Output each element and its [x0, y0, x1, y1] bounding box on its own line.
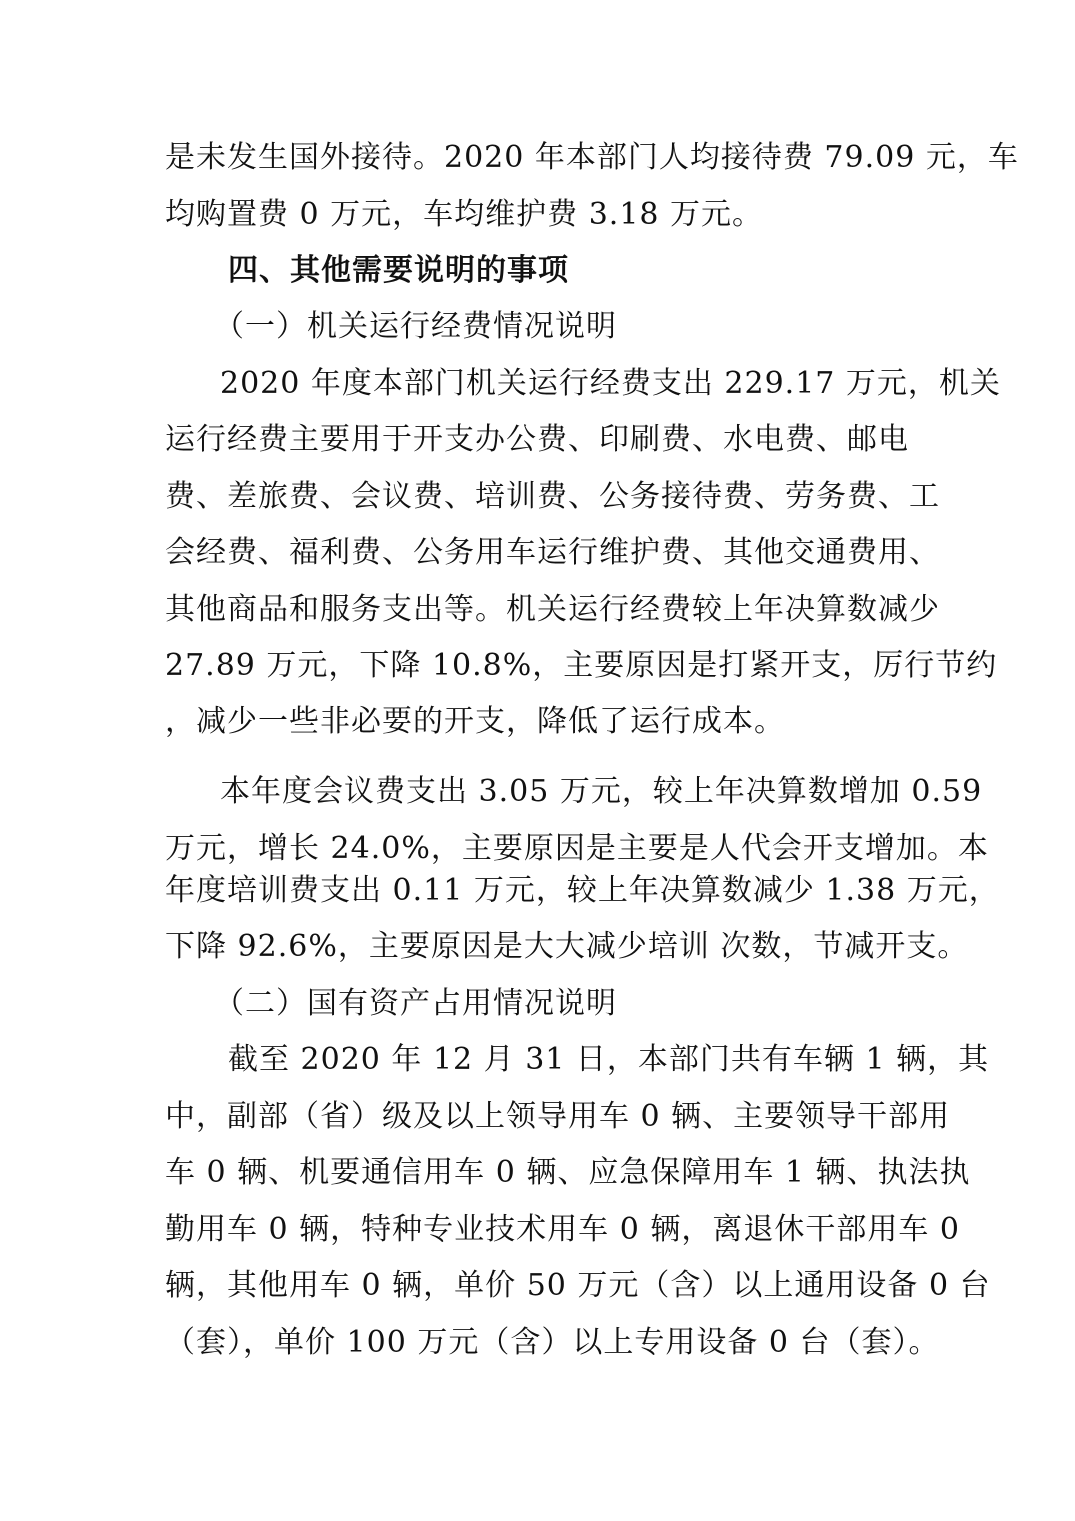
- paragraph-line: 下降 92.6%，主要原因是大大减少培训 次数，节减开支。: [165, 929, 969, 964]
- paragraph-line: 截至 2020 年 12 月 31 日，本部门共有车辆 1 辆，其: [228, 1042, 990, 1077]
- section-heading: 四、其他需要说明的事项: [228, 253, 569, 288]
- paragraph-line: 万元，增长 24.0%，主要原因是主要是人代会开支增加。本: [165, 831, 989, 866]
- paragraph-line: 本年度会议费支出 3.05 万元，较上年决算数增加 0.59: [220, 774, 983, 809]
- paragraph-line: 费、差旅费、会议费、培训费、公务接待费、劳务费、工: [165, 479, 940, 514]
- paragraph-line: 年度培训费支出 0.11 万元，较上年决算数减少 1.38 万元，: [165, 873, 1000, 908]
- paragraph-line: 会经费、福利费、公务用车运行维护费、其他交通费用、: [165, 535, 940, 570]
- paragraph-line: 勤用车 0 辆，特种专业技术用车 0 辆，离退休干部用车 0: [165, 1212, 960, 1247]
- paragraph-line: 是未发生国外接待。2020 年本部门人均接待费 79.09 元，车: [165, 140, 1019, 175]
- paragraph-line: 其他商品和服务支出等。机关运行经费较上年决算数减少: [165, 592, 940, 627]
- paragraph-line: 均购置费 0 万元，车均维护费 3.18 万元。: [165, 197, 764, 232]
- subsection-heading: （二）国有资产占用情况说明: [214, 986, 617, 1021]
- subsection-heading: （一）机关运行经费情况说明: [214, 309, 617, 344]
- paragraph-line: 27.89 万元，下降 10.8%，主要原因是打紧开支，厉行节约: [165, 648, 998, 683]
- paragraph-line: （套），单价 100 万元（含）以上专用设备 0 台（套）。: [165, 1325, 940, 1360]
- paragraph-line: ，减少一些非必要的开支，降低了运行成本。: [165, 704, 785, 739]
- paragraph-line: 车 0 辆、机要通信用车 0 辆、应急保障用车 1 辆、执法执: [165, 1155, 971, 1190]
- paragraph-line: 辆，其他用车 0 辆，单价 50 万元（含）以上通用设备 0 台: [165, 1268, 991, 1303]
- paragraph-line: 2020 年度本部门机关运行经费支出 229.17 万元，机关: [220, 366, 1001, 401]
- paragraph-line: 运行经费主要用于开支办公费、印刷费、水电费、邮电: [165, 422, 909, 457]
- paragraph-line: 中，副部（省）级及以上领导用车 0 辆、主要领导干部用: [165, 1099, 951, 1134]
